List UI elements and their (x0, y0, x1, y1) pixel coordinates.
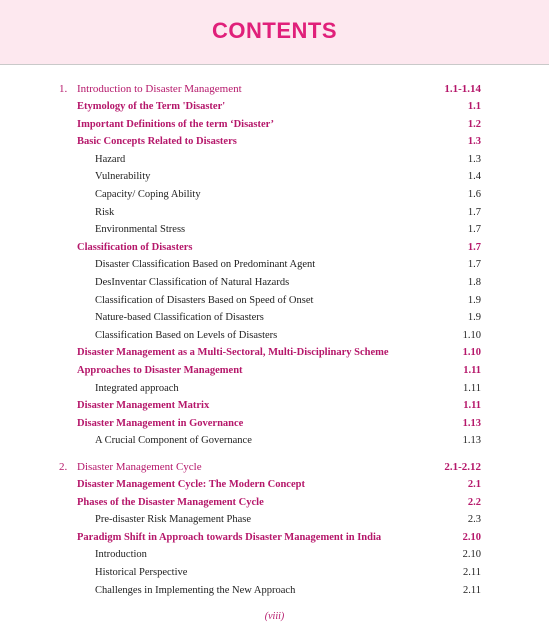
chapter-1-pages: 1.1-1.14 (444, 83, 481, 95)
toc-entry[interactable] (0, 495, 549, 511)
toc-entry[interactable] (0, 310, 549, 326)
toc-entry-page: 1.10 (462, 347, 481, 359)
toc-entry-page: 1.13 (462, 435, 481, 447)
toc-entry[interactable] (0, 293, 549, 309)
toc-entry[interactable] (0, 275, 549, 291)
chapter-2-title-text: Disaster Management Cycle (77, 461, 202, 473)
chapter-2-number: 2. (59, 461, 68, 473)
toc-entry-label: Environmental Stress (95, 224, 186, 236)
chapter-2-row[interactable] (0, 459, 549, 475)
toc-entry-page: 1.4 (467, 171, 481, 183)
toc-entry-page: 1.13 (462, 417, 481, 429)
toc-entry[interactable] (0, 512, 549, 528)
toc-entry[interactable] (0, 583, 549, 599)
toc-entry[interactable] (0, 134, 549, 150)
chapter-1-title-text: Introduction to Disaster Management (77, 83, 242, 95)
toc-entry-page: 1.10 (462, 329, 481, 341)
chapter-1-title (59, 81, 242, 97)
toc-entry-page: 1.11 (463, 382, 481, 394)
toc-entry-label: Classification of Disasters Based on Speed of Onset (95, 294, 314, 306)
toc-entry[interactable] (0, 547, 549, 563)
toc-entry[interactable] (0, 222, 549, 238)
toc-entry-label: Disaster Classification Based on Predominant Agent (95, 259, 316, 271)
toc-entry-label: Nature-based Classification of Disasters (95, 312, 264, 324)
toc-entry[interactable] (0, 345, 549, 361)
toc-entry-page: 1.9 (467, 312, 481, 324)
toc-entry-label: Important Definitions of the term ‘Disaster’ (77, 118, 275, 130)
toc-entry-page: 2.10 (462, 549, 481, 561)
toc-entry-label: Vulnerability (95, 171, 151, 183)
chapter-1-row[interactable] (0, 81, 549, 97)
toc-entry-label: Risk (95, 206, 115, 218)
toc-entry[interactable] (0, 99, 549, 115)
chapter-2-pages: 2.1-2.12 (444, 461, 481, 473)
toc-entry-page: 1.7 (467, 224, 481, 236)
toc-entry-page: 1.7 (467, 241, 481, 253)
toc-entry[interactable] (0, 152, 549, 168)
toc-entry-label: Capacity/ Coping Ability (95, 189, 201, 200)
toc-entry-label: DesInventar Classification of Natural Hazards (95, 277, 290, 288)
toc-entry-page: 1.6 (467, 189, 481, 200)
toc-entry-page: 2.11 (463, 567, 481, 578)
toc-entry-label: Basic Concepts Related to Disasters (77, 136, 237, 148)
toc-entry-page: 1.3 (467, 136, 481, 148)
toc-entry-label: Disaster Management Cycle: The Modern Concept (77, 479, 305, 490)
toc-entry-page: 1.7 (467, 259, 481, 271)
toc-entry[interactable] (0, 398, 549, 414)
toc-entry[interactable] (0, 187, 549, 203)
toc-entry-page: 2.10 (462, 531, 481, 543)
toc-entry-page: 1.2 (467, 118, 481, 130)
toc-entry-label: Integrated approach (95, 382, 179, 394)
toc-entry-label: Etymology of the Term 'Disaster' (77, 101, 226, 112)
toc-entry[interactable] (0, 240, 549, 256)
toc-entry-label: Disaster Management as a Multi-Sectoral, Multi-Disciplinary Scheme (77, 347, 389, 359)
toc-entry[interactable] (0, 530, 549, 546)
chapter-2-title (59, 459, 202, 475)
toc-entry-page: 2.3 (467, 514, 481, 526)
toc-entry[interactable] (0, 433, 549, 449)
toc-entry-label: Disaster Management Matrix (77, 400, 210, 412)
toc-entry-label: Hazard (95, 153, 126, 165)
toc-entry-label: Pre-disaster Risk Management Phase (95, 514, 252, 526)
toc-entry-label: A Crucial Component of Governance (95, 435, 252, 447)
toc-entry-page: 2.11 (463, 584, 481, 596)
toc-entry-label: Classification Based on Levels of Disasters (95, 329, 278, 341)
toc-entry[interactable] (0, 381, 549, 397)
page-number: (viii) (264, 611, 285, 622)
toc-entry[interactable] (0, 565, 549, 581)
page-title: CONTENTS (212, 18, 337, 43)
toc-entry-label: Challenges in Implementing the New Approach (95, 584, 296, 596)
toc-entry-label: Approaches to Disaster Management (77, 365, 243, 376)
toc-entry-label: Classification of Disasters (77, 241, 193, 253)
toc-entry[interactable] (0, 416, 549, 432)
toc-entry[interactable] (0, 363, 549, 379)
chapter-1-number: 1. (59, 83, 68, 95)
toc-entry-page: 1.3 (467, 153, 481, 165)
toc-entry[interactable] (0, 257, 549, 273)
toc-entry-label: Historical Perspective (95, 567, 188, 578)
toc-entry-label: Disaster Management in Governance (77, 417, 244, 429)
toc-entry-page: 1.8 (467, 277, 481, 288)
toc-entry-page: 1.11 (463, 400, 481, 412)
toc-entry-page: 2.1 (467, 479, 481, 490)
toc-entry[interactable] (0, 169, 549, 185)
toc-entry-label: Introduction (95, 549, 147, 561)
toc-entry-label: Phases of the Disaster Management Cycle (77, 496, 264, 508)
toc-entry[interactable] (0, 117, 549, 133)
toc-entry-page: 1.7 (467, 206, 481, 218)
toc-entry-page: 1.11 (463, 365, 481, 376)
toc-entry[interactable] (0, 477, 549, 493)
toc-entry[interactable] (0, 205, 549, 221)
toc-entry-page: 2.2 (467, 496, 481, 508)
toc-entry[interactable] (0, 328, 549, 344)
toc-entry-page: 1.1 (467, 101, 481, 112)
toc-entry-label: Paradigm Shift in Approach towards Disaster Management in India (77, 531, 382, 543)
toc-entry-page: 1.9 (467, 294, 481, 306)
